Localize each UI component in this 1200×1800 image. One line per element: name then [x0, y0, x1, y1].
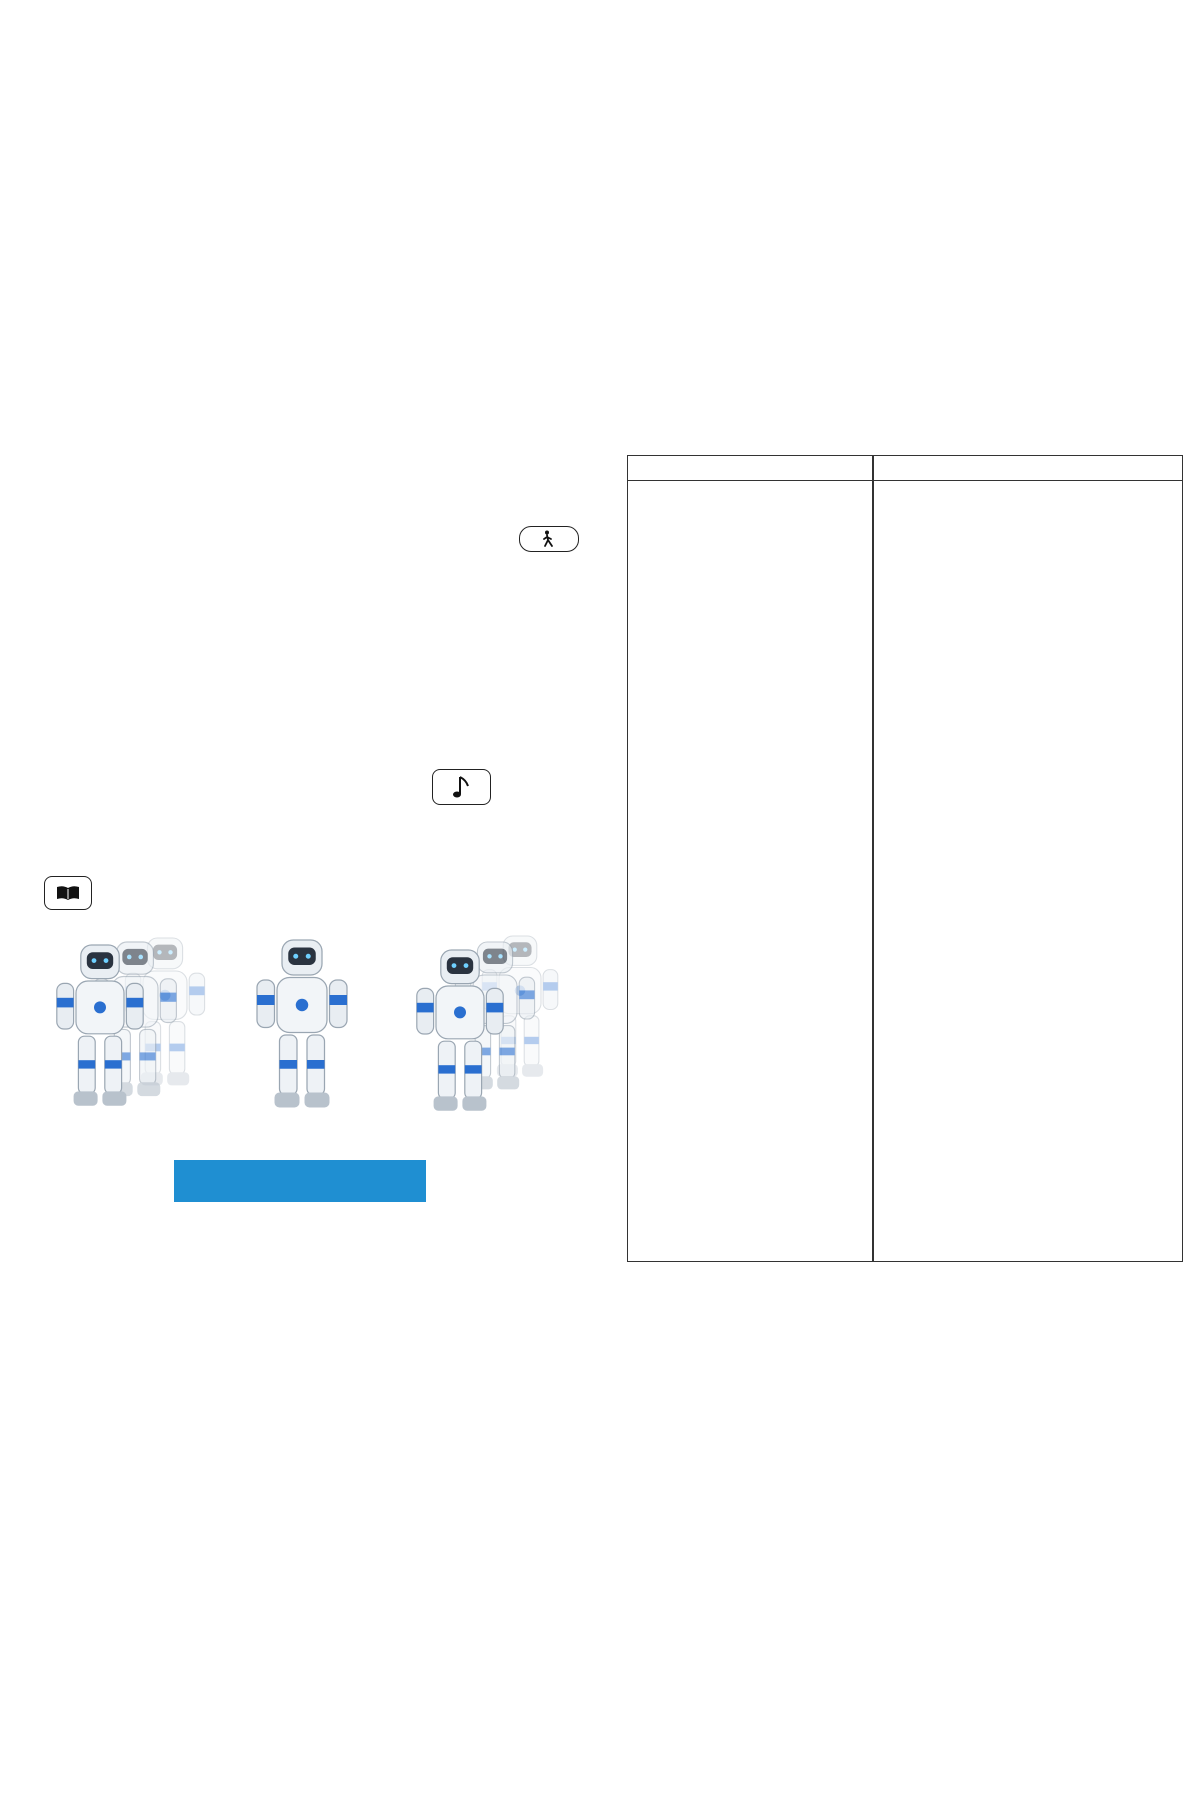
book-icon [56, 885, 80, 901]
hikaye-button-icon [44, 876, 92, 910]
voice-command-table [627, 455, 1183, 1262]
robot-group-illustration [40, 920, 580, 1120]
table-header [628, 456, 1182, 481]
table-column-divider [872, 456, 874, 1261]
programlama-button-icon [519, 526, 579, 552]
sarki-button-icon [432, 769, 491, 805]
header-voice-command [656, 456, 664, 480]
header-robot-response [902, 456, 910, 480]
walking-person-icon [542, 530, 556, 548]
hikaye-line [42, 876, 622, 910]
robot-illustrations [40, 920, 580, 1120]
music-note-icon [452, 774, 472, 800]
smart-dialog-banner [174, 1160, 426, 1202]
